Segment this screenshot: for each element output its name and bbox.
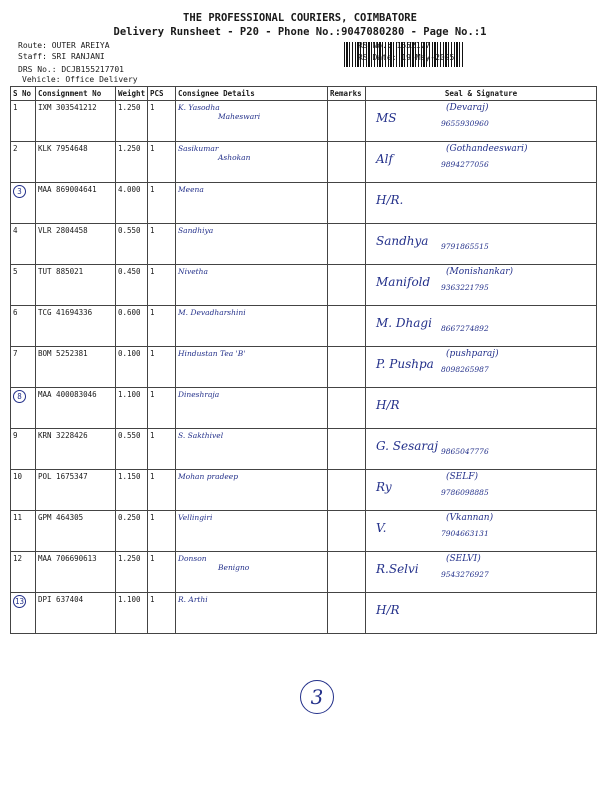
cell-consignment: POL 1675347 <box>36 470 116 511</box>
col-weight: Weight <box>116 87 148 101</box>
serial-number: 11 <box>13 513 23 522</box>
cell-weight: 4.000 <box>116 183 148 224</box>
consignee-name-line2: Maheswari <box>218 112 261 121</box>
cell-pcs: 1 <box>148 552 176 593</box>
receiver-phone: 9865047776 <box>441 447 489 456</box>
serial-number: 5 <box>13 267 18 276</box>
cell-remarks <box>328 306 366 347</box>
receiver-signature: V. <box>376 521 387 535</box>
cell-sno <box>11 101 36 142</box>
cell-consignment: DPI 637404 <box>36 593 116 634</box>
rs-number: RS No.: 1552177 <box>358 41 431 50</box>
cell-weight: 0.550 <box>116 429 148 470</box>
cell-weight: 1.250 <box>116 142 148 183</box>
cell-remarks <box>328 347 366 388</box>
cell-signature <box>366 183 597 224</box>
cell-weight: 1.250 <box>116 101 148 142</box>
cell-remarks <box>328 552 366 593</box>
cell-consignee <box>176 511 328 552</box>
cell-consignee <box>176 388 328 429</box>
table-row <box>11 183 597 224</box>
col-signature: Seal & Signature <box>366 87 597 101</box>
receiver-signature: H/R. <box>376 193 404 207</box>
cell-consignee <box>176 142 328 183</box>
consignee-name: Sasikumar <box>178 144 219 153</box>
serial-number: 9 <box>13 431 18 440</box>
cell-remarks <box>328 593 366 634</box>
cell-consignment: TUT 885021 <box>36 265 116 306</box>
col-remarks: Remarks <box>328 87 366 101</box>
cell-consignee <box>176 347 328 388</box>
cell-consignee <box>176 593 328 634</box>
receiver-signature: H/R <box>376 603 400 617</box>
cell-pcs: 1 <box>148 142 176 183</box>
cell-pcs: 1 <box>148 429 176 470</box>
cell-signature <box>366 101 597 142</box>
receiver-signature: MS <box>376 111 397 125</box>
consignee-name: K. Yasodha <box>178 103 220 112</box>
cell-signature <box>366 388 597 429</box>
runsheet-subtitle: Delivery Runsheet - P20 - Phone No.:9047080280 - Page No.:1 <box>113 26 487 38</box>
cell-remarks <box>328 470 366 511</box>
consignee-name: M. Devadharshini <box>178 308 246 317</box>
cell-weight: 1.100 <box>116 593 148 634</box>
route-info: Route: OUTER AREIYA <box>18 41 110 50</box>
cell-signature <box>366 511 597 552</box>
drs-info: DRS No.: DCJB155217701 <box>18 65 124 74</box>
rs-date: RS Date: 19-May-2025 <box>358 53 455 62</box>
receiver-name-note: (Gothandeeswari) <box>446 144 528 154</box>
cell-consignment: VLR 2804458 <box>36 224 116 265</box>
table-row <box>11 470 597 511</box>
table-row <box>11 429 597 470</box>
cell-signature <box>366 265 597 306</box>
serial-number: 10 <box>13 472 23 481</box>
consignee-name: Vellingiri <box>178 513 213 522</box>
cell-weight: 0.450 <box>116 265 148 306</box>
cell-signature <box>366 224 597 265</box>
receiver-name-note: (SELF) <box>446 472 478 482</box>
serial-number: 6 <box>13 308 18 317</box>
vehicle-info: Vehicle: Office Delivery <box>22 75 138 84</box>
cell-consignee <box>176 101 328 142</box>
table-row <box>11 224 597 265</box>
receiver-name-note: (Devaraj) <box>446 103 489 113</box>
cell-sno <box>11 224 36 265</box>
cell-weight: 0.600 <box>116 306 148 347</box>
cell-consignment: TCG 41694336 <box>36 306 116 347</box>
receiver-name-note: (SELVI) <box>446 554 481 564</box>
consignee-name-line2: Benigno <box>218 563 250 572</box>
cell-pcs: 1 <box>148 224 176 265</box>
cell-consignee <box>176 429 328 470</box>
cell-signature <box>366 306 597 347</box>
receiver-phone: 8098265987 <box>441 365 489 374</box>
runsheet-table <box>10 86 597 634</box>
serial-number: 3 <box>13 185 26 198</box>
cell-consignment: IXM 303541212 <box>36 101 116 142</box>
cell-sno <box>11 347 36 388</box>
receiver-signature: M. Dhagi <box>376 316 432 330</box>
cell-sno <box>11 142 36 183</box>
cell-pcs: 1 <box>148 511 176 552</box>
col-sno: S No <box>11 87 36 101</box>
cell-consignee <box>176 183 328 224</box>
cell-sno <box>11 470 36 511</box>
cell-sno <box>11 183 36 224</box>
cell-consignee <box>176 306 328 347</box>
consignee-name: Sandhiya <box>178 226 214 235</box>
cell-consignee <box>176 552 328 593</box>
cell-remarks <box>328 142 366 183</box>
receiver-signature: Alf <box>376 152 393 166</box>
receiver-signature: Manifold <box>376 275 431 289</box>
cell-signature <box>366 347 597 388</box>
table-row <box>11 101 597 142</box>
cell-consignee <box>176 224 328 265</box>
receiver-phone: 9786098885 <box>441 488 489 497</box>
serial-number: 12 <box>13 554 23 563</box>
serial-number: 8 <box>13 390 26 403</box>
consignee-name: Dineshraja <box>178 390 220 399</box>
col-pcs: PCS <box>148 87 176 101</box>
cell-pcs: 1 <box>148 183 176 224</box>
table-row <box>11 265 597 306</box>
consignee-name-line2: Ashokan <box>218 153 251 162</box>
receiver-signature: Ry <box>376 480 392 494</box>
receiver-name-note: (Monishankar) <box>446 267 514 277</box>
table-row <box>11 511 597 552</box>
page-mark: 3 <box>300 680 334 714</box>
receiver-signature: P. Pushpa <box>376 357 434 371</box>
cell-signature <box>366 429 597 470</box>
receiver-signature: G. Sesaraj <box>376 439 439 453</box>
cell-pcs: 1 <box>148 347 176 388</box>
receiver-signature: R.Selvi <box>376 562 419 576</box>
cell-signature <box>366 593 597 634</box>
table-row <box>11 388 597 429</box>
col-consignee: Consignee Details <box>176 87 328 101</box>
receiver-phone: 8667274892 <box>441 324 489 333</box>
cell-remarks <box>328 183 366 224</box>
serial-number: 2 <box>13 144 18 153</box>
cell-weight: 0.250 <box>116 511 148 552</box>
cell-consignment: GPM 464305 <box>36 511 116 552</box>
receiver-phone: 9543276927 <box>441 570 489 579</box>
receiver-name-note: (Vkannan) <box>446 513 494 523</box>
cell-signature <box>366 470 597 511</box>
cell-sno <box>11 593 36 634</box>
receiver-phone: 9655930960 <box>441 119 489 128</box>
cell-sno <box>11 429 36 470</box>
consignee-name: Hindustan Tea 'B' <box>178 349 246 358</box>
cell-remarks <box>328 511 366 552</box>
consignee-name: Donson <box>178 554 207 563</box>
cell-consignee <box>176 470 328 511</box>
table-header-row <box>11 87 597 101</box>
table-row <box>11 347 597 388</box>
cell-weight: 1.100 <box>116 388 148 429</box>
consignee-name: R. Arthi <box>178 595 208 604</box>
serial-number: 4 <box>13 226 18 235</box>
cell-pcs: 1 <box>148 388 176 429</box>
col-consignment: Consignment No <box>36 87 116 101</box>
cell-remarks <box>328 388 366 429</box>
consignee-name: S. Sakthivel <box>178 431 224 440</box>
table-row <box>11 593 597 634</box>
cell-signature <box>366 552 597 593</box>
cell-sno <box>11 552 36 593</box>
cell-consignment: MAA 400083046 <box>36 388 116 429</box>
cell-consignment: KRN 3228426 <box>36 429 116 470</box>
consignee-name: Nivetha <box>178 267 208 276</box>
receiver-phone: 9363221795 <box>441 283 489 292</box>
cell-remarks <box>328 101 366 142</box>
cell-consignee <box>176 265 328 306</box>
cell-remarks <box>328 224 366 265</box>
receiver-phone: 9791865515 <box>441 242 489 251</box>
cell-sno <box>11 388 36 429</box>
consignee-name: Mohan pradeep <box>178 472 239 481</box>
receiver-name-note: (pushparaj) <box>446 349 499 359</box>
cell-remarks <box>328 265 366 306</box>
cell-sno <box>11 306 36 347</box>
staff-info: Staff: SRI RANJANI <box>18 52 105 61</box>
cell-pcs: 1 <box>148 470 176 511</box>
cell-consignment: BOM 5252381 <box>36 347 116 388</box>
cell-pcs: 1 <box>148 306 176 347</box>
serial-number: 13 <box>14 597 25 606</box>
cell-sno <box>11 265 36 306</box>
receiver-signature: H/R <box>376 398 400 412</box>
cell-pcs: 1 <box>148 265 176 306</box>
cell-weight: 0.100 <box>116 347 148 388</box>
consignee-name: Meena <box>178 185 204 194</box>
receiver-phone: 7904663131 <box>441 529 489 538</box>
table-row <box>11 142 597 183</box>
cell-signature <box>366 142 597 183</box>
serial-number: 7 <box>13 349 18 358</box>
cell-pcs: 1 <box>148 593 176 634</box>
cell-weight: 0.550 <box>116 224 148 265</box>
cell-consignment: MAA 706690613 <box>36 552 116 593</box>
cell-consignment: KLK 7954648 <box>36 142 116 183</box>
company-title: THE PROFESSIONAL COURIERS, COIMBATORE <box>183 12 417 24</box>
cell-weight: 1.150 <box>116 470 148 511</box>
receiver-signature: Sandhya <box>376 234 429 248</box>
receiver-phone: 9894277056 <box>441 160 489 169</box>
cell-pcs: 1 <box>148 101 176 142</box>
cell-remarks <box>328 429 366 470</box>
serial-number: 1 <box>13 103 18 112</box>
table-row <box>11 552 597 593</box>
table-row <box>11 306 597 347</box>
cell-weight: 1.250 <box>116 552 148 593</box>
cell-consignment: MAA 869004641 <box>36 183 116 224</box>
cell-sno <box>11 511 36 552</box>
